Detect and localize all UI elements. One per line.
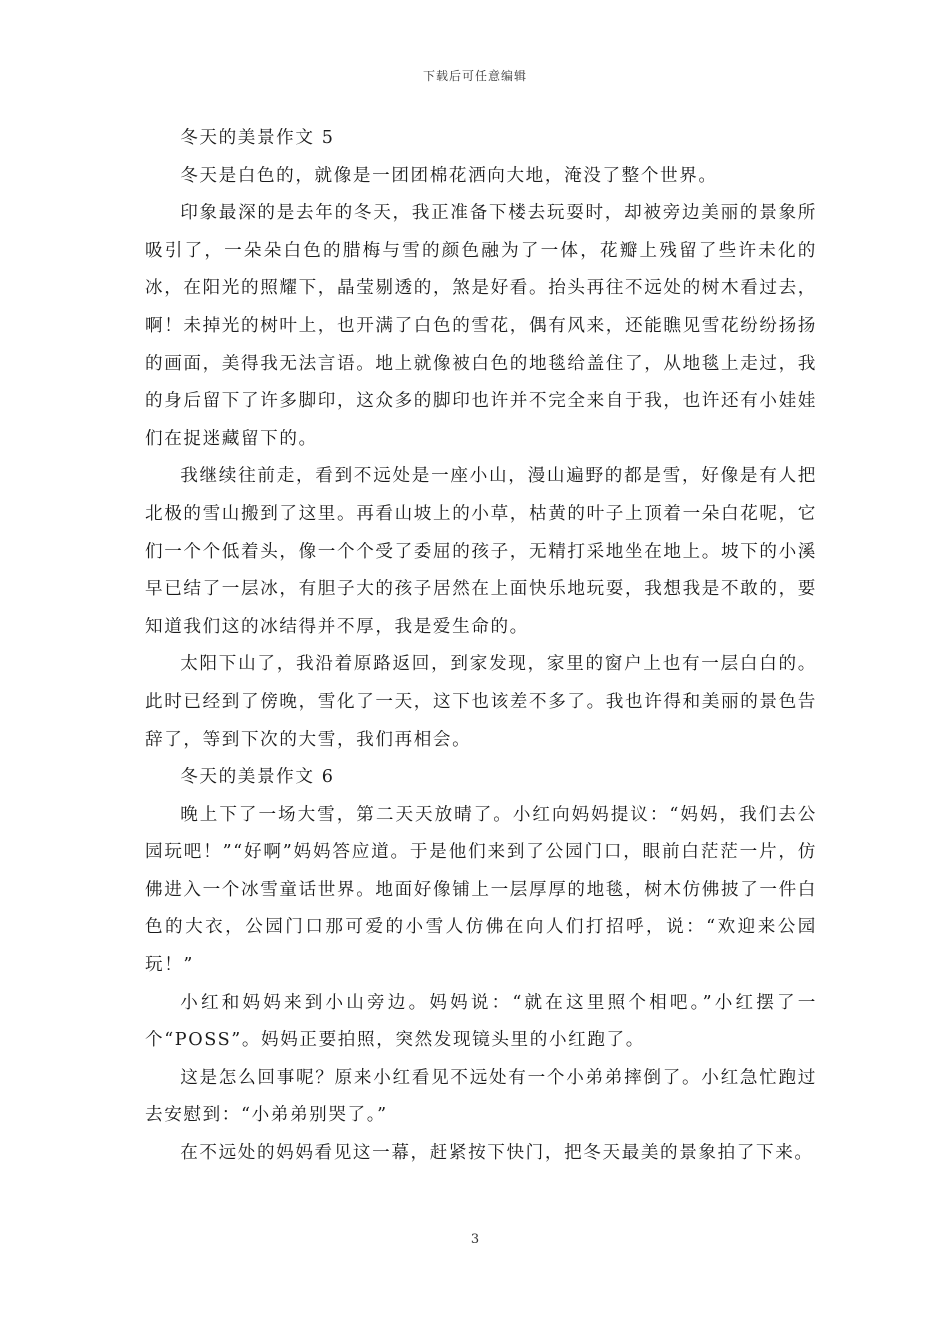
page-number: 3 <box>470 1232 480 1247</box>
document-body <box>145 120 817 1173</box>
paragraph: 冬天是白色的，就像是一团团棉花洒向大地，淹没了整个世界。 <box>180 165 718 186</box>
paragraph: 太阳下山了，我沿着原路返回，到家发现，家里的窗户上也有一层白白的。此时已经到了傍晚，雪化了一天，这下也该差不多了。我也许得和美丽的景色告辞了，等到下次的大雪，我们再相会。 <box>145 654 817 750</box>
paragraph: 这是怎么回事呢？原来小红看见不远处有一个小弟弟摔倒了。小红急忙跑过去安慰到：“小弟弟别哭了。” <box>145 1067 817 1126</box>
paragraph: 我继续往前走，看到不远处是一座小山，漫山遍野的都是雪，好像是有人把北极的雪山搬到了这里。再看山坡上的小草，枯黄的叶子上顶着一朵白花呢，它们一个个低着头，像一个个受了委屈的孩子，无精打采地坐在地上。坡下的小溪早已结了一层冰，有胆子大的孩子居然在上面快乐地玩耍，我想我是不敢的，要知道我们这的冰结得并不厚，我是爱生命的。 <box>145 466 817 637</box>
page-header: 下载后可任意编辑 <box>422 69 527 83</box>
paragraph: 小红和妈妈来到小山旁边。妈妈说：“就在这里照个相吧。”小红摆了一个“POSS”。妈妈正要拍照，突然发现镜头里的小红跑了。 <box>145 992 817 1051</box>
paragraph: 在不远处的妈妈看见这一幕，赶紧按下快门，把冬天最美的景象拍了下来。 <box>180 1143 814 1164</box>
essay-title-6: 冬天的美景作文 6 <box>180 767 335 788</box>
paragraph: 印象最深的是去年的冬天，我正准备下楼去玩耍时，却被旁边美丽的景象所吸引了，一朵朵白色的腊梅与雪的颜色融为了一体，花瓣上残留了些许未化的冰，在阳光的照耀下，晶莹剔透的，煞是好看。抬头再往不远处的树木看过去，啊！未掉光的树叶上，也开满了白色的雪花，偶有风来，还能瞧见雪花纷纷扬扬的画面，美得我无法言语。地上就像被白色的地毯给盖住了，从地毯上走过，我的身后留下了许多脚印，这众多的脚印也许并不完全来自于我，也许还有小娃娃们在捉迷藏留下的。 <box>145 203 817 449</box>
paragraph: 晚上下了一场大雪，第二天天放晴了。小红向妈妈提议：“妈妈，我们去公园玩吧！”“好啊”妈妈答应道。于是他们来到了公园门口，眼前白茫茫一片，仿佛进入一个冰雪童话世界。地面好像铺上一层厚厚的地毯，树木仿佛披了一件白色的大衣，公园门口那可爱的小雪人仿佛在向人们打招呼，说：“欢迎来公园玩！” <box>145 804 817 976</box>
essay-title-5: 冬天的美景作文 5 <box>180 128 335 148</box>
